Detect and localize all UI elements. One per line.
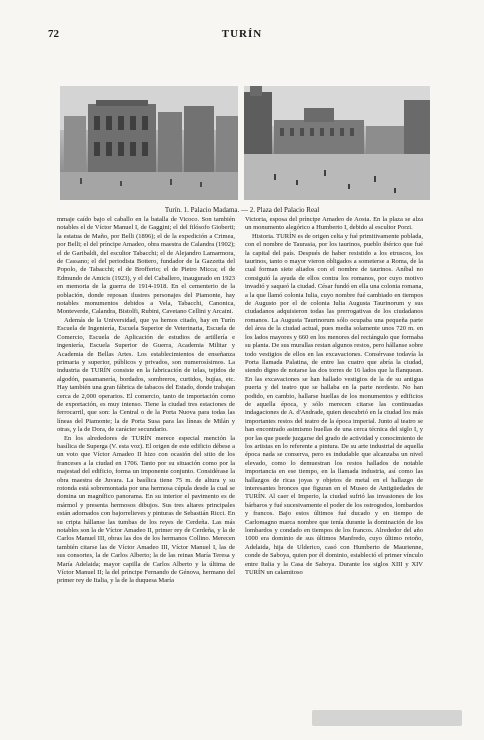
right-column: [245, 216, 423, 577]
plaza-illustration: [244, 86, 430, 200]
photo-plaza-palacio-real: [244, 86, 430, 200]
photo-palacio-madama: [60, 86, 238, 200]
paragraph: Historia. TURÍN es de origen celta y fué primitivamente poblada, con el nombre de Taurasia, por los taurinos, pueblo ibérico que fué la capital del país. Después de haber resistido a los etruscos, los taurinos, tanto o mayor vieron obligados a someterse a Roma, de la cual forman siete aliados con el nombre de taurinos. Aníbal no consiguió la ayuda de ellos contra los romanos, por cuyo motivo invadió y saqueó la ciudad. César fundó en ella una colonia romana, a la que llamó colonia Iulia, cuyo nombre fué cambiado en tiempos de Augusto por el de colonia Iulia Augusta Taurinorum y sus ciudadanos adquisieron todas las prerrogativas de los ciudadanos romanos. La Augusta Taurinorum sólo ocupaba una pequeña parte del área de la ciudad actual, pues media solamente unos 720 m. en los lados mayores y 660 en los menores del rectángulo que formaba su planta. De sus murallas restan algunos restos, pero hállanse sobre todo vestigios de ellos en las excavaciones. Consérvase todavía la Porta llamada Palatina, de entre las cuatro que abría la ciudad, siendo digno de notarse las dos torres de 16 lados que la flanquean. En las excavaciones se han hallado vestigios de la de su antigua puerta y del teatro que se hallaba en la parte nordeste. No han podido, en cambio, hallarse huellas de los monumentos y edificios de aquella época, y sólo merecen citarse las continuadas indagaciones de A. d'Andrade, quien descubrió en la ciudad los más importantes restos del teatro de la época imperial. Junto al teatro se han encontrado asimismo huellas de una cerca técnica del siglo I, y por las que puede juzgarse del grado de actividad y conocimiento de los artistas en lo referente a pintura. De su arte industrial de aquella época nada se conserva, pero es indudable que alcanzaba un nivel elevado, como lo demuestran los restos hallados de notable importancia en ese tiempo, en la llamada industria, así como las hallazgos de ricas joyas y objetos de metal en el hallazgo de interesantes bronces que figuran en el Museo de Antigüedades de TURÍN. Al caer el Imperio, la ciudad sufrió las invasiones de los bárbaros y fué sucesivamente el poder de los ostrogodos, lombardos y francos. Bajo estos últimos fué ducado y en tiempo de Carlomagno marca nombre que tenía durante la dominación de los lombardos y condado en tiempos de los francos. Alrededor del año 1000 era dominio de sus últimos Manfredo, cuyo último retoño, Adelaida, hija de Ulderico, casó con Humberto de Maurienne, conde de Saboya, quien por él dominio, estableció el primer vínculo entre Italia y la Casa de Saboya. Durante los siglos XIII y XIV TURÍN un calamitoso: [245, 232, 423, 577]
page-number: 72: [48, 28, 59, 40]
paragraph: mmaje caído bajo el caballo en la batalla de Vicoco. Son también notables el de Víctor Manuel I, de Gaggini; el del filósofo Gioberti; la estatua de Maño, por Belli (1896); el de la expedición a Crimea, por Belli; el del príncipe Amadeo, obra maestra de Calandra (1902); el de Garibaldi, del escultor Tabacchi; el de Alejandro Lamarmora, de Cassano; el del periodista Bottero, fundador de la Gazzetta del Popolo, de Tabacchi; el de Brofferio; el de Pietro Micca; el de Edmundo de Amicis (1923), y el del Caballero, inaugurado en 1923 en memoria de la guerra de 1914-1918. En el cementerio de la población, donde reposan ilustres personajes del Piamonte, hay notables monumentos debidos a Vela, Tabacchi, Canonica, Monteverde, Calandra, Bistolfi, Rubini, Cavetano Cellini y Arcaini.: [57, 216, 235, 316]
left-column: [57, 216, 235, 586]
paragraph: Victoria, esposa del príncipe Amadeo de Aosta. En la plaza se alza un monumento alegórico a Humberto I, debido al escultor Porzi.: [245, 216, 423, 232]
palace-illustration: [60, 86, 238, 200]
running-title: TURÍN: [221, 28, 263, 40]
seller-watermark: [312, 710, 462, 726]
figure-caption: Turín. 1. Palacio Madama. — 2. Plaza del Palacio Real: [164, 206, 320, 214]
paragraph: En los alrededores de TURÍN merece especial mención la basílica de Superga (V. esta voz). El origen de este edificio débese a un voto que Víctor Amadeo II hizo con ocasión del sitio de los franceses a la ciudad en 1706. Tanto por su situación como por la majestad del edificio, forma un imponente conjunto. Considérase la obra maestra de Juvara. La basílica tiene 75 m. de altura y su rotonda está sobremontada por una hermosa cúpula desde la cual se domina un magnífico panorama. En su interior el pavimento es de mármol y presenta hermosos dibujos. Sus tres altares principales están adornados con bajorrelieves y pinturas de Sebastián Ricci. En su cripta hállanse las tumbas de los reyes de Cerdeña. Las más notables son la de Víctor Amadeo II, primer rey de Cerdeña, y la de Carlos Manuel III, obras las dos de los hermanos Collino. Merecen también citarse las de Víctor Amadeo III, Víctor Manuel I, las de sus consortes, la de Carlos Alberto; la de las reinas María Teresa y María Adelaida; mayor capilla de Carlos Alberto y la última de Víctor Manuel II; la del príncipe Fernando de Génova, hermano del primer rey de Italia, y la de la duquesa María: [57, 434, 235, 585]
paragraph: Además de la Universidad, que ya hemos citado, hay en Turín Escuela de Ingeniería, Escuela Superior de Veterinaria, Escuela de Comercio, Escuela de Aplicación de estudios de artillería e ingeniería, Escuela Superior de Guerra, Academia Militar y Academia de Bellas Artes. Los establecimientos de enseñanza primaria y superior, públicos y privados, son numerosísimos. La industria de TURÍN consiste en la fabricación de telas, tejidos de algodón, pasamanería, bordados, sombreros, curtidos, bujías, etc. Hay también una gran fábrica de tabacos del Estado, donde trabajan cerca de 2,000 operarios. El comercio, tanto de importación como de exportación, es muy intenso. Tiene la ciudad tres estaciones de ferrocarril, que son: la Central o de la Porta Nuova para todas las líneas del Piamonte; la de Porta Susa para las líneas de Milán y otras, y la de Dora, de carácter secundario.: [57, 316, 235, 434]
